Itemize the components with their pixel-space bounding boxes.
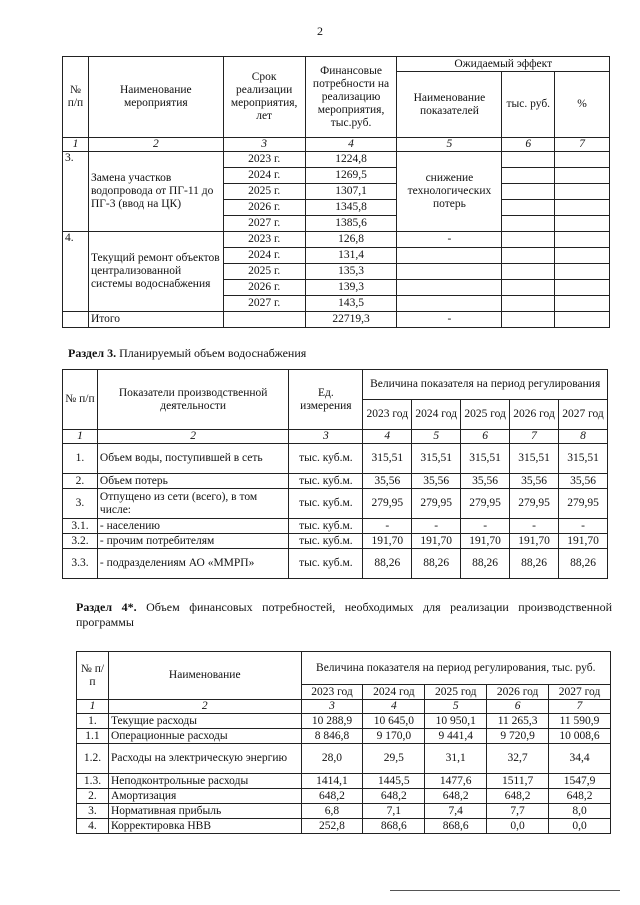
empty-cell [555, 152, 610, 168]
value-cell: 1511,7 [487, 774, 549, 789]
value-cell: 648,2 [301, 789, 363, 804]
empty-cell [502, 312, 555, 328]
financial-needs-table [76, 651, 611, 834]
row-name: Отпущено из сети (всего), в том числе: [97, 489, 288, 519]
row-num: 1.3. [77, 774, 109, 789]
value-cell: 11 590,9 [549, 714, 611, 729]
header-year: 2026 год [487, 685, 549, 700]
header-indicator: Показатели производственной деятельности [97, 370, 288, 430]
col-number: 2 [88, 138, 223, 152]
value-cell: 88,26 [510, 549, 559, 579]
value-cell: 868,6 [425, 819, 487, 834]
value-cell: 31,1 [425, 744, 487, 774]
row-name: Объем воды, поступившей в сеть [97, 444, 288, 474]
empty-cell [502, 232, 555, 248]
empty-cell [502, 184, 555, 200]
value-cell: 252,8 [301, 819, 363, 834]
col-number: 2 [108, 700, 301, 714]
value-cell: 315,51 [461, 444, 510, 474]
finance-cell: 139,3 [305, 280, 397, 296]
header-year: 2024 год [363, 685, 425, 700]
value-cell: 10 008,6 [549, 729, 611, 744]
value-cell: 0,0 [549, 819, 611, 834]
value-cell: 7,7 [487, 804, 549, 819]
empty-cell [555, 200, 610, 216]
header-percent: % [555, 72, 610, 138]
col-number: 1 [63, 430, 98, 444]
row-num: 3. [63, 489, 98, 519]
empty-cell [397, 296, 502, 312]
section3-label: Раздел 3. [68, 346, 117, 360]
total-value: 22719,3 [305, 312, 397, 328]
finance-cell: 135,3 [305, 264, 397, 280]
row-unit: тыс. куб.м. [289, 444, 363, 474]
value-cell: 88,26 [461, 549, 510, 579]
row-num: 4. [63, 232, 89, 312]
row-num: 3.1. [63, 519, 98, 534]
row-num: 1. [77, 714, 109, 729]
value-cell: 191,70 [461, 534, 510, 549]
row-name: Нормативная прибыль [108, 804, 301, 819]
header-num: № п/п [63, 57, 89, 138]
value-cell: 315,51 [559, 444, 608, 474]
water-supply-table [62, 369, 608, 579]
value-cell: 315,51 [412, 444, 461, 474]
col-number: 5 [397, 138, 502, 152]
empty-cell [502, 248, 555, 264]
col-number: 6 [502, 138, 555, 152]
header-finance: Финансовые потребности на реализацию мероприятия, тыс.руб. [305, 57, 397, 138]
section3-heading [68, 346, 306, 361]
empty-cell [555, 168, 610, 184]
empty-cell [555, 248, 610, 264]
value-cell: 648,2 [425, 789, 487, 804]
empty-cell [555, 216, 610, 232]
value-cell: 9 441,4 [425, 729, 487, 744]
row-unit: тыс. куб.м. [289, 489, 363, 519]
col-number: 6 [461, 430, 510, 444]
value-cell: 11 265,3 [487, 714, 549, 729]
value-cell: 35,56 [510, 474, 559, 489]
year-cell: 2027 г. [223, 296, 305, 312]
value-cell: 191,70 [412, 534, 461, 549]
header-year: 2027 год [549, 685, 611, 700]
col-number: 5 [425, 700, 487, 714]
row-name: Расходы на электрическую энергию [108, 744, 301, 774]
value-cell: 191,70 [363, 534, 412, 549]
col-number: 7 [510, 430, 559, 444]
row-name: Объем потерь [97, 474, 288, 489]
value-cell: 9 720,9 [487, 729, 549, 744]
value-cell: 1445,5 [363, 774, 425, 789]
value-cell: 868,6 [363, 819, 425, 834]
value-cell: 279,95 [363, 489, 412, 519]
finance-cell: 1385,6 [305, 216, 397, 232]
col-number: 6 [487, 700, 549, 714]
header-indicator: Наименование показателей [397, 72, 502, 138]
value-cell: 279,95 [412, 489, 461, 519]
value-cell: 8 846,8 [301, 729, 363, 744]
table-row [77, 714, 611, 729]
row-num: 2. [77, 789, 109, 804]
col-number: 1 [63, 138, 89, 152]
finance-cell: 1345,8 [305, 200, 397, 216]
year-cell: 2023 г. [223, 232, 305, 248]
page-number: 2 [317, 24, 323, 38]
row-num: 2. [63, 474, 98, 489]
value-cell: 648,2 [549, 789, 611, 804]
header-num: № п/п [63, 370, 98, 430]
value-cell: 10 645,0 [363, 714, 425, 729]
finance-cell: 126,8 [305, 232, 397, 248]
empty-cell [397, 280, 502, 296]
empty-cell [502, 216, 555, 232]
value-cell: 35,56 [412, 474, 461, 489]
value-cell: 279,95 [559, 489, 608, 519]
finance-cell: 1269,5 [305, 168, 397, 184]
empty-cell [223, 312, 305, 328]
col-number: 3 [301, 700, 363, 714]
empty-cell [502, 280, 555, 296]
value-cell: - [412, 519, 461, 534]
value-cell: 0,0 [487, 819, 549, 834]
col-number: 4 [363, 430, 412, 444]
value-cell: 34,4 [549, 744, 611, 774]
row-name: Текущие расходы [108, 714, 301, 729]
col-number: 3 [223, 138, 305, 152]
year-cell: 2026 г. [223, 200, 305, 216]
empty-cell [397, 264, 502, 280]
value-cell: 28,0 [301, 744, 363, 774]
header-year: 2023 год [363, 400, 412, 430]
value-cell: 29,5 [363, 744, 425, 774]
empty-cell [63, 312, 89, 328]
empty-cell [555, 264, 610, 280]
header-effect: Ожидаемый эффект [397, 57, 610, 72]
value-cell: 279,95 [461, 489, 510, 519]
value-cell: 88,26 [559, 549, 608, 579]
table-row [77, 789, 611, 804]
header-year: 2023 год [301, 685, 363, 700]
section4-label: Раздел 4*. [76, 600, 137, 614]
header-thousand-rub: тыс. руб. [502, 72, 555, 138]
finance-cell: 1224,8 [305, 152, 397, 168]
year-cell: 2024 г. [223, 248, 305, 264]
table-row [63, 444, 608, 474]
table-row [77, 744, 611, 774]
value-cell: 648,2 [487, 789, 549, 804]
value-cell: - [559, 519, 608, 534]
value-cell: 10 950,1 [425, 714, 487, 729]
row-unit: тыс. куб.м. [289, 534, 363, 549]
value-cell: 35,56 [559, 474, 608, 489]
header-name: Наименование [108, 652, 301, 700]
header-unit: Ед. измерения [289, 370, 363, 430]
table-row [63, 549, 608, 579]
total-label: Итого [88, 312, 223, 328]
col-number: 4 [305, 138, 397, 152]
header-num: № п/п [77, 652, 109, 700]
header-year: 2027 год [559, 400, 608, 430]
empty-cell [397, 248, 502, 264]
value-cell: 35,56 [461, 474, 510, 489]
row-name: - прочим потребителям [97, 534, 288, 549]
row-num: 4. [77, 819, 109, 834]
row-num: 1.1 [77, 729, 109, 744]
measures-table [62, 56, 610, 328]
value-cell: - [461, 519, 510, 534]
value-cell: 191,70 [510, 534, 559, 549]
value-cell: 32,7 [487, 744, 549, 774]
row-num: 3.2. [63, 534, 98, 549]
table-row [63, 519, 608, 534]
row-name: - населению [97, 519, 288, 534]
col-number: 3 [289, 430, 363, 444]
empty-cell [502, 168, 555, 184]
empty-cell [502, 296, 555, 312]
footer-rule [390, 890, 620, 891]
row-num: 1.2. [77, 744, 109, 774]
row-num: 1. [63, 444, 98, 474]
section4-heading [76, 600, 612, 630]
year-cell: 2024 г. [223, 168, 305, 184]
measure-name: Текущий ремонт объектов централизованной системы водоснабжения [88, 232, 223, 312]
row-name: Корректировка НВВ [108, 819, 301, 834]
col-number: 8 [559, 430, 608, 444]
value-cell: 279,95 [510, 489, 559, 519]
effect-cell: - [397, 232, 502, 248]
header-year: 2025 год [425, 685, 487, 700]
year-cell: 2027 г. [223, 216, 305, 232]
value-cell: 7,4 [425, 804, 487, 819]
header-year: 2024 год [412, 400, 461, 430]
section3-title: Планируемый объем водоснабжения [116, 346, 307, 360]
finance-cell: 1307,1 [305, 184, 397, 200]
section4-title: Объем финансовых потребностей, необходимых для реализации производственной программы [76, 600, 612, 629]
row-name: Амортизация [108, 789, 301, 804]
table-row [77, 804, 611, 819]
col-number: 7 [549, 700, 611, 714]
value-cell: 191,70 [559, 534, 608, 549]
col-number: 1 [77, 700, 109, 714]
table-row [63, 534, 608, 549]
header-term: Срок реализации мероприятия, лет [223, 57, 305, 138]
table-row [63, 474, 608, 489]
empty-cell [555, 184, 610, 200]
year-cell: 2025 г. [223, 184, 305, 200]
empty-cell [555, 232, 610, 248]
finance-cell: 143,5 [305, 296, 397, 312]
col-number: 5 [412, 430, 461, 444]
value-cell: 1547,9 [549, 774, 611, 789]
finance-cell: 131,4 [305, 248, 397, 264]
row-name: - подразделениям АО «ММРП» [97, 549, 288, 579]
row-unit: тыс. куб.м. [289, 549, 363, 579]
value-cell: 10 288,9 [301, 714, 363, 729]
measure-name: Замена участков водопровода от ПГ-11 до ПГ-3 (ввод на ЦК) [88, 152, 223, 232]
row-num: 3. [63, 152, 89, 232]
col-number: 2 [97, 430, 288, 444]
table-row [77, 774, 611, 789]
value-cell: 315,51 [510, 444, 559, 474]
value-cell: 88,26 [412, 549, 461, 579]
empty-cell [502, 152, 555, 168]
row-name: Операционные расходы [108, 729, 301, 744]
header-year: 2026 год [510, 400, 559, 430]
table-row [63, 489, 608, 519]
value-cell: 9 170,0 [363, 729, 425, 744]
effect-cell: снижение технологических потерь [397, 152, 502, 232]
year-cell: 2023 г. [223, 152, 305, 168]
empty-cell [555, 296, 610, 312]
year-cell: 2025 г. [223, 264, 305, 280]
value-cell: 88,26 [363, 549, 412, 579]
header-period: Величина показателя на период регулирования [363, 370, 608, 400]
row-unit: тыс. куб.м. [289, 474, 363, 489]
row-num: 3.3. [63, 549, 98, 579]
year-cell: 2026 г. [223, 280, 305, 296]
row-num: 3. [77, 804, 109, 819]
empty-cell [555, 312, 610, 328]
value-cell: 1414,1 [301, 774, 363, 789]
table-row [77, 729, 611, 744]
header-measure-name: Наименование мероприятия [88, 57, 223, 138]
value-cell: - [510, 519, 559, 534]
value-cell: 8,0 [549, 804, 611, 819]
value-cell: - [363, 519, 412, 534]
header-period: Величина показателя на период регулирования, тыс. руб. [301, 652, 610, 685]
col-number: 7 [555, 138, 610, 152]
row-unit: тыс. куб.м. [289, 519, 363, 534]
value-cell: 7,1 [363, 804, 425, 819]
value-cell: 1477,6 [425, 774, 487, 789]
row-name: Неподконтрольные расходы [108, 774, 301, 789]
empty-cell [555, 280, 610, 296]
table-row [77, 819, 611, 834]
header-year: 2025 год [461, 400, 510, 430]
value-cell: 648,2 [363, 789, 425, 804]
value-cell: 35,56 [363, 474, 412, 489]
total-effect: - [397, 312, 502, 328]
empty-cell [502, 200, 555, 216]
col-number: 4 [363, 700, 425, 714]
value-cell: 315,51 [363, 444, 412, 474]
value-cell: 6,8 [301, 804, 363, 819]
empty-cell [502, 264, 555, 280]
